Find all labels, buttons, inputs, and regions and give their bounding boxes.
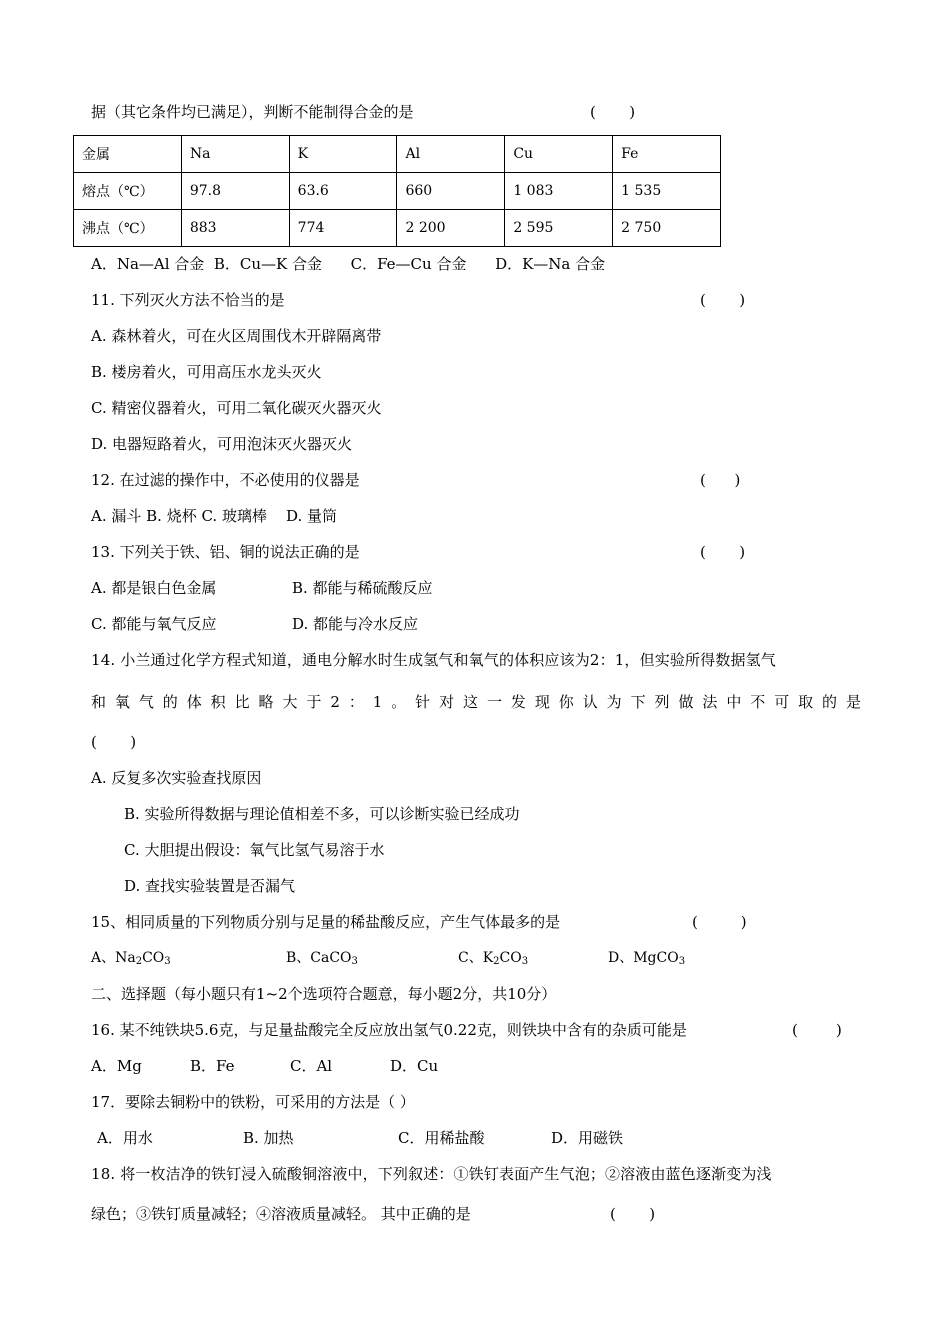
q13-option-a: A. 都是银白色金属	[91, 579, 217, 597]
q14-option-c: C. 大胆提出假设：氧气比氢气易溶于水	[124, 841, 385, 859]
q16-stem: 16. 某不纯铁块5.6克，与足量盐酸完全反应放出氢气0.22克，则铁块中含有的杂质可能是	[91, 1021, 687, 1039]
q10-options	[91, 254, 605, 274]
q15-option-b: B、CaCO$_3$	[286, 950, 358, 967]
table-cell: Cu	[505, 136, 613, 173]
q14-option-b: B. 实验所得数据与理论值相差不多，可以诊断实验已经成功	[124, 805, 520, 823]
table-cell: 熔点（℃）	[74, 173, 182, 210]
table-cell: 1 083	[505, 173, 613, 210]
table-cell: 63.6	[289, 173, 397, 210]
q17-option-d: D．用磁铁	[551, 1129, 624, 1147]
table-cell: 2 200	[397, 210, 505, 247]
q13-answer-paren: ( )	[700, 543, 746, 561]
table-cell: 2 750	[613, 210, 721, 247]
table-cell: 沸点（℃）	[74, 210, 182, 247]
q18-stem-line1: 18. 将一枚洁净的铁钉浸入硫酸铜溶液中，下列叙述：①铁钉表面产生气泡；②溶液由蓝色逐渐变为浅	[91, 1165, 772, 1183]
q14-answer-paren: ( )	[91, 733, 137, 751]
q11-option-c: C. 精密仪器着火，可用二氧化碳灭火器灭火	[91, 399, 382, 417]
table-row	[74, 173, 721, 210]
q13-option-c: C. 都能与氧气反应	[91, 615, 217, 633]
option-a: A．Na—Al 合金	[91, 255, 205, 273]
table-cell: 2 595	[505, 210, 613, 247]
q11-answer-paren: ( )	[700, 291, 746, 309]
q11-stem: 11. 下列灭火方法不恰当的是	[91, 291, 285, 309]
option-d: D．K—Na 合金	[495, 255, 606, 273]
table-cell: 883	[181, 210, 289, 247]
table-row	[74, 210, 721, 247]
q11-option-b: B. 楼房着火，可用高压水龙头灭火	[91, 363, 322, 381]
q12-options: A. 漏斗 B. 烧杯 C. 玻璃棒 D. 量筒	[91, 507, 338, 525]
q11-option-d: D. 电器短路着火，可用泡沫灭火器灭火	[91, 435, 353, 453]
q12-answer-paren: ( )	[700, 471, 741, 489]
q15-answer-paren: ( )	[692, 913, 747, 931]
q14-stem-line1: 14. 小兰通过化学方程式知道，通电分解水时生成氢气和氧气的体积应该为2：1，但实验所得数据氢气	[91, 651, 776, 669]
metal-properties-table	[73, 135, 721, 247]
table-cell: Fe	[613, 136, 721, 173]
option-b: B．Cu—K 合金	[213, 255, 322, 273]
q17-stem: 17．要除去铜粉中的铁粉，可采用的方法是（ ）	[91, 1093, 415, 1111]
q15-stem: 15、相同质量的下列物质分别与足量的稀盐酸反应，产生气体最多的是	[91, 913, 561, 931]
q13-option-d: D. 都能与冷水反应	[292, 615, 419, 633]
q16-option-a: A．Mg	[91, 1057, 142, 1075]
q17-option-a: A．用水	[97, 1129, 153, 1147]
q14-stem-line2: 和氧气的体积比略大于2：1。针对这一发现你认为下列做法中不可取的是	[91, 693, 861, 711]
q18-answer-paren: ( )	[610, 1205, 656, 1223]
section-2-heading: 二、选择题（每小题只有1~2个选项符合题意，每小题2分，共10分）	[91, 985, 557, 1003]
table-cell: 774	[289, 210, 397, 247]
q10-answer-paren: ( )	[590, 103, 636, 121]
table-header-row	[74, 136, 721, 173]
q13-stem: 13. 下列关于铁、铝、铜的说法正确的是	[91, 543, 360, 561]
q12-stem: 12. 在过滤的操作中，不必使用的仪器是	[91, 471, 360, 489]
q18-stem-line2: 绿色；③铁钉质量减轻；④溶液质量减轻。 其中正确的是	[91, 1205, 471, 1223]
table-cell: 660	[397, 173, 505, 210]
q10-stem: 据（其它条件均已满足），判断不能制得合金的是	[91, 103, 414, 121]
table-cell: Na	[181, 136, 289, 173]
q14-option-d: D. 查找实验装置是否漏气	[124, 877, 296, 895]
table-cell: 金属	[74, 136, 182, 173]
q15-option-a: A、$Na_2CO_3$	[91, 950, 171, 967]
table-cell: 1 535	[613, 173, 721, 210]
table-cell: Al	[397, 136, 505, 173]
q15-option-d: D、MgCO$_3$	[608, 950, 686, 967]
option-c: C．Fe—Cu 合金	[350, 255, 467, 273]
q15-option-c: C、$K_2CO_3$	[458, 950, 529, 967]
q16-option-c: C．Al	[290, 1057, 333, 1075]
q14-option-a: A. 反复多次实验查找原因	[91, 769, 262, 787]
table-cell: 97.8	[181, 173, 289, 210]
q16-answer-paren: ( )	[792, 1021, 842, 1039]
q13-option-b: B. 都能与稀硫酸反应	[292, 579, 433, 597]
q17-option-b: B. 加热	[243, 1129, 294, 1147]
q16-option-b: B．Fe	[190, 1057, 235, 1075]
q17-option-c: C．用稀盐酸	[398, 1129, 485, 1147]
q16-option-d: D．Cu	[390, 1057, 439, 1075]
q11-option-a: A. 森林着火，可在火区周围伐木开辟隔离带	[91, 327, 382, 345]
table-cell: K	[289, 136, 397, 173]
